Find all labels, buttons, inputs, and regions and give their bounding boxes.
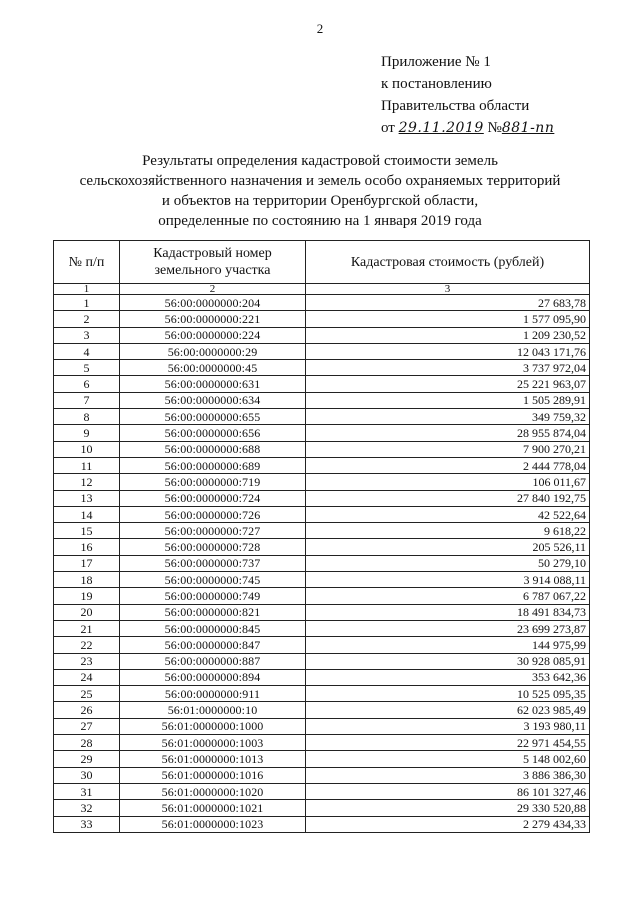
cadastral-number: 56:01:0000000:1013 <box>120 751 306 767</box>
row-number: 17 <box>54 555 120 571</box>
table-row <box>54 653 590 669</box>
table-row <box>54 718 590 734</box>
row-number: 8 <box>54 409 120 425</box>
row-number: 20 <box>54 604 120 620</box>
appendix-line-4 <box>381 117 554 139</box>
header-row-number: № п/п <box>54 241 120 284</box>
header-cadastral-number: Кадастровый номер земельного участка <box>120 241 306 284</box>
cadastral-number: 56:00:0000000:221 <box>120 311 306 327</box>
table-row <box>54 474 590 490</box>
table-row <box>54 425 590 441</box>
cadastral-value: 5 148 002,60 <box>306 751 590 767</box>
cadastral-value: 353 642,36 <box>306 669 590 685</box>
cadastral-number: 56:00:0000000:894 <box>120 669 306 685</box>
column-index-3: 3 <box>306 284 590 295</box>
row-number: 12 <box>54 474 120 490</box>
cadastral-value: 1 209 230,52 <box>306 327 590 343</box>
table-row <box>54 604 590 620</box>
cadastral-number: 56:00:0000000:634 <box>120 392 306 408</box>
appendix-line-2: к постановлению <box>381 76 492 92</box>
cadastral-number: 56:01:0000000:1023 <box>120 816 306 832</box>
table-row <box>54 523 590 539</box>
row-number: 31 <box>54 783 120 799</box>
cadastral-value: 23 699 273,87 <box>306 620 590 636</box>
cadastral-value-table <box>53 240 590 833</box>
row-number: 18 <box>54 572 120 588</box>
column-index-row <box>54 284 590 295</box>
row-number: 33 <box>54 816 120 832</box>
row-number: 30 <box>54 767 120 783</box>
row-number: 19 <box>54 588 120 604</box>
appendix-line-3: Правительства области <box>381 98 530 114</box>
row-number: 13 <box>54 490 120 506</box>
header-cadastral-value: Кадастровая стоимость (рублей) <box>306 241 590 284</box>
cadastral-value: 25 221 963,07 <box>306 376 590 392</box>
table-row <box>54 800 590 816</box>
row-number: 16 <box>54 539 120 555</box>
row-number: 9 <box>54 425 120 441</box>
table-row <box>54 637 590 653</box>
row-number: 21 <box>54 620 120 636</box>
cadastral-number: 56:00:0000000:655 <box>120 409 306 425</box>
cadastral-value: 30 928 085,91 <box>306 653 590 669</box>
table-row <box>54 441 590 457</box>
row-number: 29 <box>54 751 120 767</box>
row-number: 3 <box>54 327 120 343</box>
cadastral-value: 27 840 192,75 <box>306 490 590 506</box>
table-row <box>54 735 590 751</box>
cadastral-number: 56:00:0000000:911 <box>120 686 306 702</box>
cadastral-value: 349 759,32 <box>306 409 590 425</box>
number-sign: № <box>487 120 502 136</box>
table-row <box>54 751 590 767</box>
title-line-4: определенные по состоянию на 1 января 2019 года <box>158 213 482 229</box>
cadastral-number: 56:00:0000000:737 <box>120 555 306 571</box>
table-row <box>54 816 590 832</box>
cadastral-number: 56:00:0000000:689 <box>120 457 306 473</box>
row-number: 28 <box>54 735 120 751</box>
cadastral-number: 56:01:0000000:1020 <box>120 783 306 799</box>
cadastral-number: 56:00:0000000:688 <box>120 441 306 457</box>
row-number: 15 <box>54 523 120 539</box>
row-number: 2 <box>54 311 120 327</box>
table-row <box>54 311 590 327</box>
cadastral-value: 3 914 088,11 <box>306 572 590 588</box>
table-header-row <box>54 241 590 284</box>
table-row <box>54 686 590 702</box>
cadastral-number: 56:01:0000000:1016 <box>120 767 306 783</box>
table-row <box>54 669 590 685</box>
cadastral-number: 56:00:0000000:845 <box>120 620 306 636</box>
title-line-3: и объектов на территории Оренбургской области, <box>161 193 479 209</box>
table-row <box>54 572 590 588</box>
cadastral-number: 56:00:0000000:728 <box>120 539 306 555</box>
cadastral-value: 62 023 985,49 <box>306 702 590 718</box>
cadastral-number: 56:00:0000000:204 <box>120 295 306 311</box>
row-number: 6 <box>54 376 120 392</box>
cadastral-number: 56:00:0000000:45 <box>120 360 306 376</box>
cadastral-number: 56:00:0000000:887 <box>120 653 306 669</box>
appendix-from: от <box>381 120 395 136</box>
row-number: 23 <box>54 653 120 669</box>
table-row <box>54 409 590 425</box>
cadastral-value: 86 101 327,46 <box>306 783 590 799</box>
cadastral-number: 56:00:0000000:821 <box>120 604 306 620</box>
page-number: 2 <box>316 21 324 36</box>
cadastral-value: 3 737 972,04 <box>306 360 590 376</box>
cadastral-number: 56:01:0000000:10 <box>120 702 306 718</box>
cadastral-value: 3 886 386,30 <box>306 767 590 783</box>
table-row <box>54 295 590 311</box>
cadastral-value: 205 526,11 <box>306 539 590 555</box>
table-row <box>54 360 590 376</box>
appendix-header <box>381 51 554 139</box>
row-number: 5 <box>54 360 120 376</box>
document-title <box>56 151 584 231</box>
cadastral-number: 56:00:0000000:656 <box>120 425 306 441</box>
row-number: 25 <box>54 686 120 702</box>
table-row <box>54 539 590 555</box>
resolution-date: 29.11.2019 <box>398 120 484 136</box>
cadastral-value: 22 971 454,55 <box>306 735 590 751</box>
row-number: 27 <box>54 718 120 734</box>
cadastral-number: 56:00:0000000:745 <box>120 572 306 588</box>
row-number: 22 <box>54 637 120 653</box>
table-row <box>54 490 590 506</box>
cadastral-number: 56:00:0000000:847 <box>120 637 306 653</box>
row-number: 26 <box>54 702 120 718</box>
cadastral-value: 29 330 520,88 <box>306 800 590 816</box>
cadastral-value: 10 525 095,35 <box>306 686 590 702</box>
cadastral-value: 42 522,64 <box>306 506 590 522</box>
cadastral-value: 7 900 270,21 <box>306 441 590 457</box>
cadastral-value: 12 043 171,76 <box>306 343 590 359</box>
table-row <box>54 327 590 343</box>
row-number: 14 <box>54 506 120 522</box>
appendix-line-1: Приложение № 1 <box>381 54 491 70</box>
table-row <box>54 343 590 359</box>
row-number: 7 <box>54 392 120 408</box>
row-number: 32 <box>54 800 120 816</box>
cadastral-value: 9 618,22 <box>306 523 590 539</box>
table-row <box>54 783 590 799</box>
row-number: 11 <box>54 457 120 473</box>
cadastral-value: 2 444 778,04 <box>306 457 590 473</box>
table-row <box>54 555 590 571</box>
table-row <box>54 376 590 392</box>
cadastral-value: 106 011,67 <box>306 474 590 490</box>
column-index-2: 2 <box>120 284 306 295</box>
table-row <box>54 506 590 522</box>
table-row <box>54 392 590 408</box>
cadastral-value: 27 683,78 <box>306 295 590 311</box>
column-index-1: 1 <box>54 284 120 295</box>
cadastral-number: 56:00:0000000:749 <box>120 588 306 604</box>
table-row <box>54 767 590 783</box>
title-line-1: Результаты определения кадастровой стоимости земель <box>142 153 498 169</box>
title-line-2: сельскохозяйственного назначения и земель особо охраняемых территорий <box>79 173 561 189</box>
cadastral-number: 56:01:0000000:1003 <box>120 735 306 751</box>
cadastral-number: 56:00:0000000:719 <box>120 474 306 490</box>
cadastral-number: 56:00:0000000:724 <box>120 490 306 506</box>
row-number: 4 <box>54 343 120 359</box>
cadastral-value: 2 279 434,33 <box>306 816 590 832</box>
cadastral-value: 3 193 980,11 <box>306 718 590 734</box>
cadastral-value: 1 577 095,90 <box>306 311 590 327</box>
resolution-number: 881-пп <box>501 120 555 136</box>
cadastral-value: 50 279,10 <box>306 555 590 571</box>
cadastral-number: 56:00:0000000:726 <box>120 506 306 522</box>
cadastral-value: 6 787 067,22 <box>306 588 590 604</box>
cadastral-value: 28 955 874,04 <box>306 425 590 441</box>
cadastral-number: 56:00:0000000:631 <box>120 376 306 392</box>
cadastral-number: 56:01:0000000:1021 <box>120 800 306 816</box>
cadastral-value: 18 491 834,73 <box>306 604 590 620</box>
cadastral-value: 144 975,99 <box>306 637 590 653</box>
cadastral-number: 56:01:0000000:1000 <box>120 718 306 734</box>
table-row <box>54 620 590 636</box>
row-number: 10 <box>54 441 120 457</box>
cadastral-value: 1 505 289,91 <box>306 392 590 408</box>
table-row <box>54 588 590 604</box>
cadastral-number: 56:00:0000000:224 <box>120 327 306 343</box>
cadastral-number: 56:00:0000000:727 <box>120 523 306 539</box>
row-number: 24 <box>54 669 120 685</box>
cadastral-number: 56:00:0000000:29 <box>120 343 306 359</box>
table-row <box>54 702 590 718</box>
table-row <box>54 457 590 473</box>
row-number: 1 <box>54 295 120 311</box>
